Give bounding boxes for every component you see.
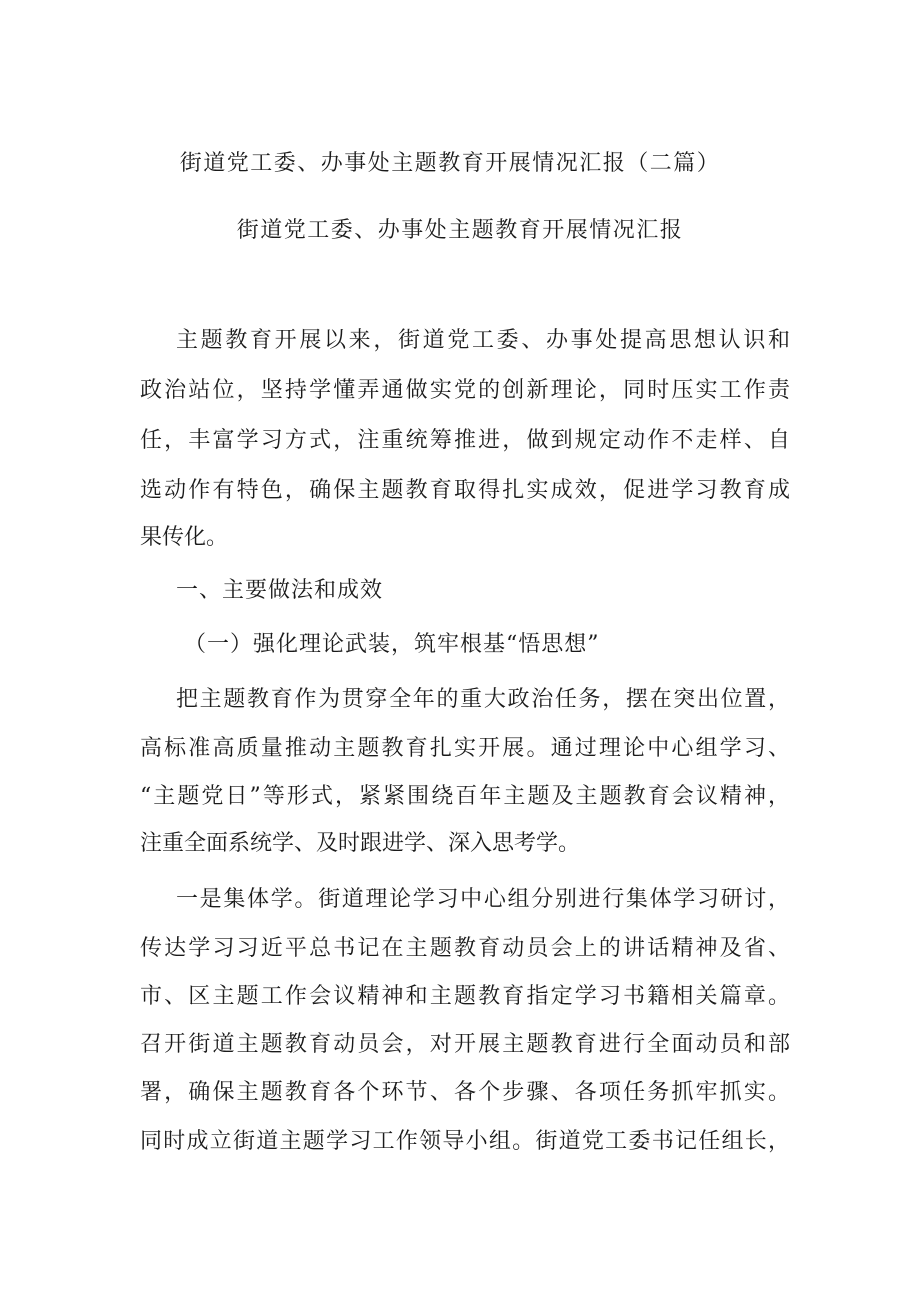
document-subtitle: 街道党工委、办事处主题教育开展情况汇报	[236, 218, 684, 243]
subsection-heading: （一）强化理论武装，筑牢根基“悟思想”	[184, 632, 600, 657]
intro-line-4: 选动作有特色，确保主题教育取得扎实成效，促进学习教育成	[140, 478, 790, 503]
para3-line-3: 市、区主题工作会议精神和主题教育指定学习书籍相关篇章。	[140, 984, 790, 1009]
intro-line-2: 政治站位，坚持学懂弄通做实党的创新理论，同时压实工作责	[140, 378, 790, 403]
para2-line-3: “主题党日”等形式，紧紧围绕百年主题及主题教育会议精神，	[140, 784, 790, 809]
para3-line-2: 传达学习习近平总书记在主题教育动员会上的讲话精神及省、	[140, 936, 790, 961]
para3-line-1: 一是集体学。街道理论学习中心组分别进行集体学习研讨，	[176, 887, 790, 912]
intro-line-5: 果传化。	[140, 525, 229, 550]
para3-line-4: 召开街道主题教育动员会，对开展主题教育进行全面动员和部	[140, 1032, 790, 1057]
document-title: 街道党工委、办事处主题教育开展情况汇报（二篇）	[179, 151, 721, 176]
para2-line-1: 把主题教育作为贯穿全年的重大政治任务，摆在突出位置，	[176, 687, 790, 712]
section-heading: 一、主要做法和成效	[176, 578, 384, 603]
para2-line-4: 注重全面系统学、及时跟进学、深入思考学。	[140, 831, 581, 856]
para2-line-2: 高标准高质量推动主题教育扎实开展。通过理论中心组学习、	[140, 736, 790, 761]
para3-line-6: 同时成立街道主题学习工作领导小组。街道党工委书记任组长，	[140, 1129, 790, 1154]
para3-line-5: 署，确保主题教育各个环节、各个步骤、各项任务抓牢抓实。	[140, 1080, 790, 1105]
intro-line-3: 任，丰富学习方式，注重统筹推进，做到规定动作不走样、自	[140, 428, 790, 453]
intro-line-1: 主题教育开展以来，街道党工委、办事处提高思想认识和	[176, 328, 790, 353]
